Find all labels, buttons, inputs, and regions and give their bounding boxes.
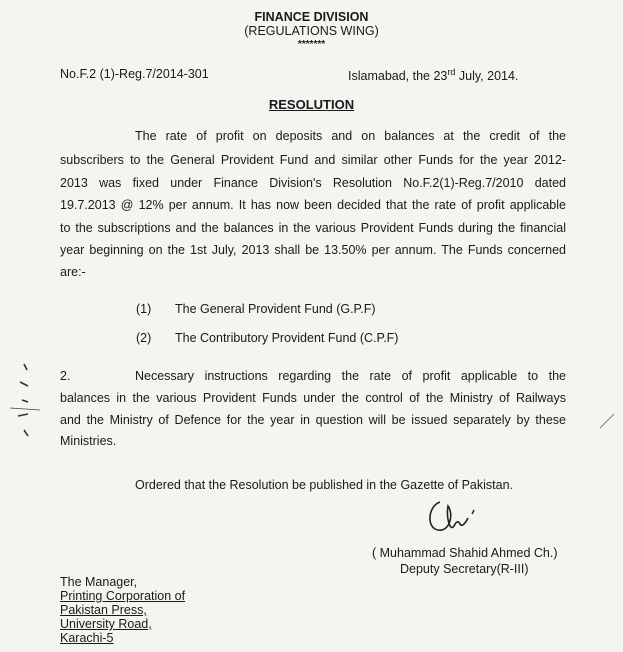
place-date [348, 67, 518, 83]
address-line: Pakistan Press, [60, 603, 147, 617]
address-line: Karachi-5 [60, 631, 114, 645]
fund-number: (1) [136, 302, 152, 316]
heading-stars: ******* [297, 39, 326, 50]
para2-line: Ministries. [60, 434, 117, 448]
para1-line: 19.7.2013 @ 12% per annum. It has now been decided that the rate of profit applicable [60, 198, 566, 212]
fund-name: The General Provident Fund (G.P.F) [175, 302, 376, 316]
resolution-title: RESOLUTION [268, 97, 355, 112]
division-heading: FINANCE DIVISION [254, 10, 369, 24]
para1-line: year beginning on the 1st July, 2013 shall be 13.50% per annum. The Funds concerned [60, 243, 566, 257]
scan-margin-marks [10, 360, 50, 440]
handwritten-signature [420, 492, 490, 544]
para2-number: 2. [60, 369, 71, 383]
signatory-designation: Deputy Secretary(R-III) [400, 562, 529, 576]
address-line: Printing Corporation of [60, 589, 186, 603]
para1-line: 2013 was fixed under Finance Division's Resolution No.F.2(1)-Reg.7/2010 dated [60, 176, 566, 190]
para2-line: balances in the various Provident Funds under the control of the Ministry of Railways [60, 391, 566, 405]
address-line: The Manager, [60, 575, 138, 589]
place-date-suffix: July, 2014. [455, 69, 519, 84]
para1-line: are:- [60, 265, 86, 279]
wing-heading: (REGULATIONS WING) [244, 24, 379, 38]
date-superscript: rd [447, 67, 456, 77]
para1-line: to the subscriptions and the balances in the various Provident Funds during the financial [60, 221, 566, 235]
order-text: Ordered that the Resolution be published in the Gazette of Pakistan. [135, 478, 514, 492]
place-date-prefix: Islamabad, the 23 [348, 69, 448, 84]
para1-line: The rate of profit on deposits and on balances at the credit of the [135, 129, 566, 143]
para1-line: subscribers to the General Provident Fund and similar other Funds for the year 2012- [60, 153, 566, 167]
para2-line: Necessary instructions regarding the rate of profit applicable to the [135, 369, 566, 383]
reference-number: No.F.2 (1)-Reg.7/2014-301 [60, 67, 209, 81]
scan-mark [598, 410, 618, 430]
address-line: University Road, [60, 617, 152, 631]
fund-number: (2) [136, 331, 152, 345]
signatory-name: ( Muhammad Shahid Ahmed Ch.) [372, 546, 558, 560]
para2-line: and the Ministry of Defence for the year in question will be issued separately by these [60, 413, 566, 427]
fund-name: The Contributory Provident Fund (C.P.F) [175, 331, 399, 345]
